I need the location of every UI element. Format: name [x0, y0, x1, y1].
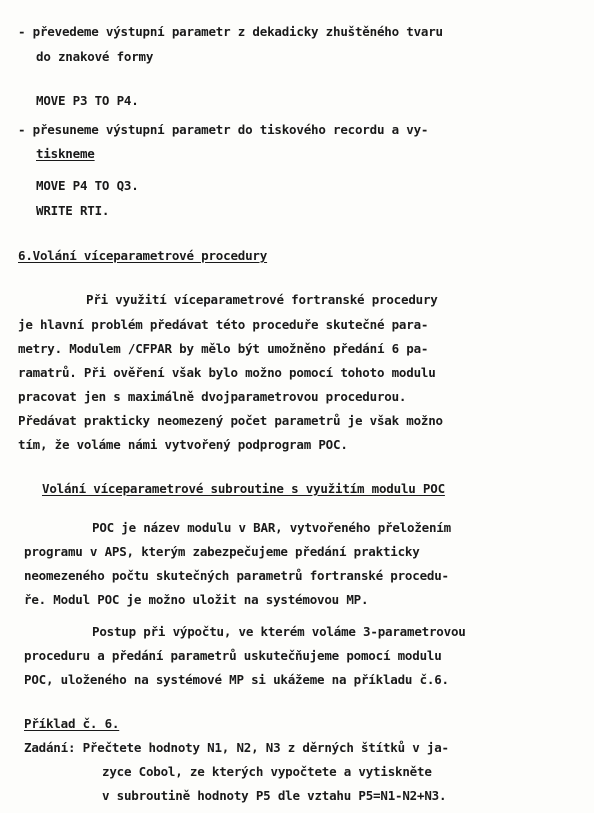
paragraph-line: pracovat jen s maximálně dvojparametrovou procedurou.: [18, 389, 407, 404]
text-line: tiskneme: [36, 146, 95, 161]
paragraph-line: Postup při výpočtu, ve kterém voláme 3-parametrovou: [92, 624, 466, 639]
paragraph-line: ramatrů. Při ověření však bylo možno pomocí tohoto modulu: [18, 365, 436, 380]
code-line: MOVE P3 TO P4.: [36, 93, 139, 108]
paragraph-line: Předávat prakticky neomezený počet parametrů je však možno: [18, 413, 443, 428]
example-heading: Příklad č. 6.: [24, 716, 120, 731]
text-line: do znakové formy: [36, 49, 154, 64]
assignment-line: zyce Cobol, ze kterých vypočtete a vytiskněte: [102, 764, 432, 779]
paragraph-line: POC je název modulu v BAR, vytvořeného přeložením: [92, 520, 451, 535]
paragraph-line: metry. Modulem /CFPAR by mělo být umožněno předání 6 pa-: [18, 341, 429, 356]
text-line: - převedeme výstupní parametr z dekadicky zhuštěného tvaru: [18, 24, 443, 39]
paragraph-line: programu v APS, kterým zabezpečujeme předání prakticky: [24, 544, 420, 559]
paragraph-line: ře. Modul POC je možno uložit na systémovou MP.: [24, 592, 369, 607]
text-line: - přesuneme výstupní parametr do tiskového recordu a vy-: [18, 122, 429, 137]
assignment-line: Zadání: Přečtete hodnoty N1, N2, N3 z děrných štítků v ja-: [24, 740, 449, 755]
paragraph-line: POC, uloženého na systémové MP si ukážeme na příkladu č.6.: [24, 672, 449, 687]
paragraph-line: tím, že voláme námi vytvořený podprogram POC.: [18, 437, 348, 452]
code-line: MOVE P4 TO Q3.: [36, 178, 139, 193]
paragraph-line: proceduru a předání parametrů uskutečňujeme pomocí modulu: [24, 648, 442, 663]
section-heading: 6.Volání víceparametrové procedury: [18, 248, 268, 263]
code-line: WRITE RTI.: [36, 203, 110, 218]
paragraph-line: Při využití víceparametrové fortranské procedury: [86, 292, 438, 307]
assignment-line: v subroutině hodnoty P5 dle vztahu P5=N1-N2+N3.: [102, 788, 447, 803]
paragraph-line: neomezeného počtu skutečných parametrů fortranské procedu-: [24, 568, 449, 583]
section-heading: Volání víceparametrové subroutine s využitím modulu POC: [42, 481, 445, 496]
paragraph-line: je hlavní problém předávat této proceduře skutečné para-: [18, 317, 429, 332]
